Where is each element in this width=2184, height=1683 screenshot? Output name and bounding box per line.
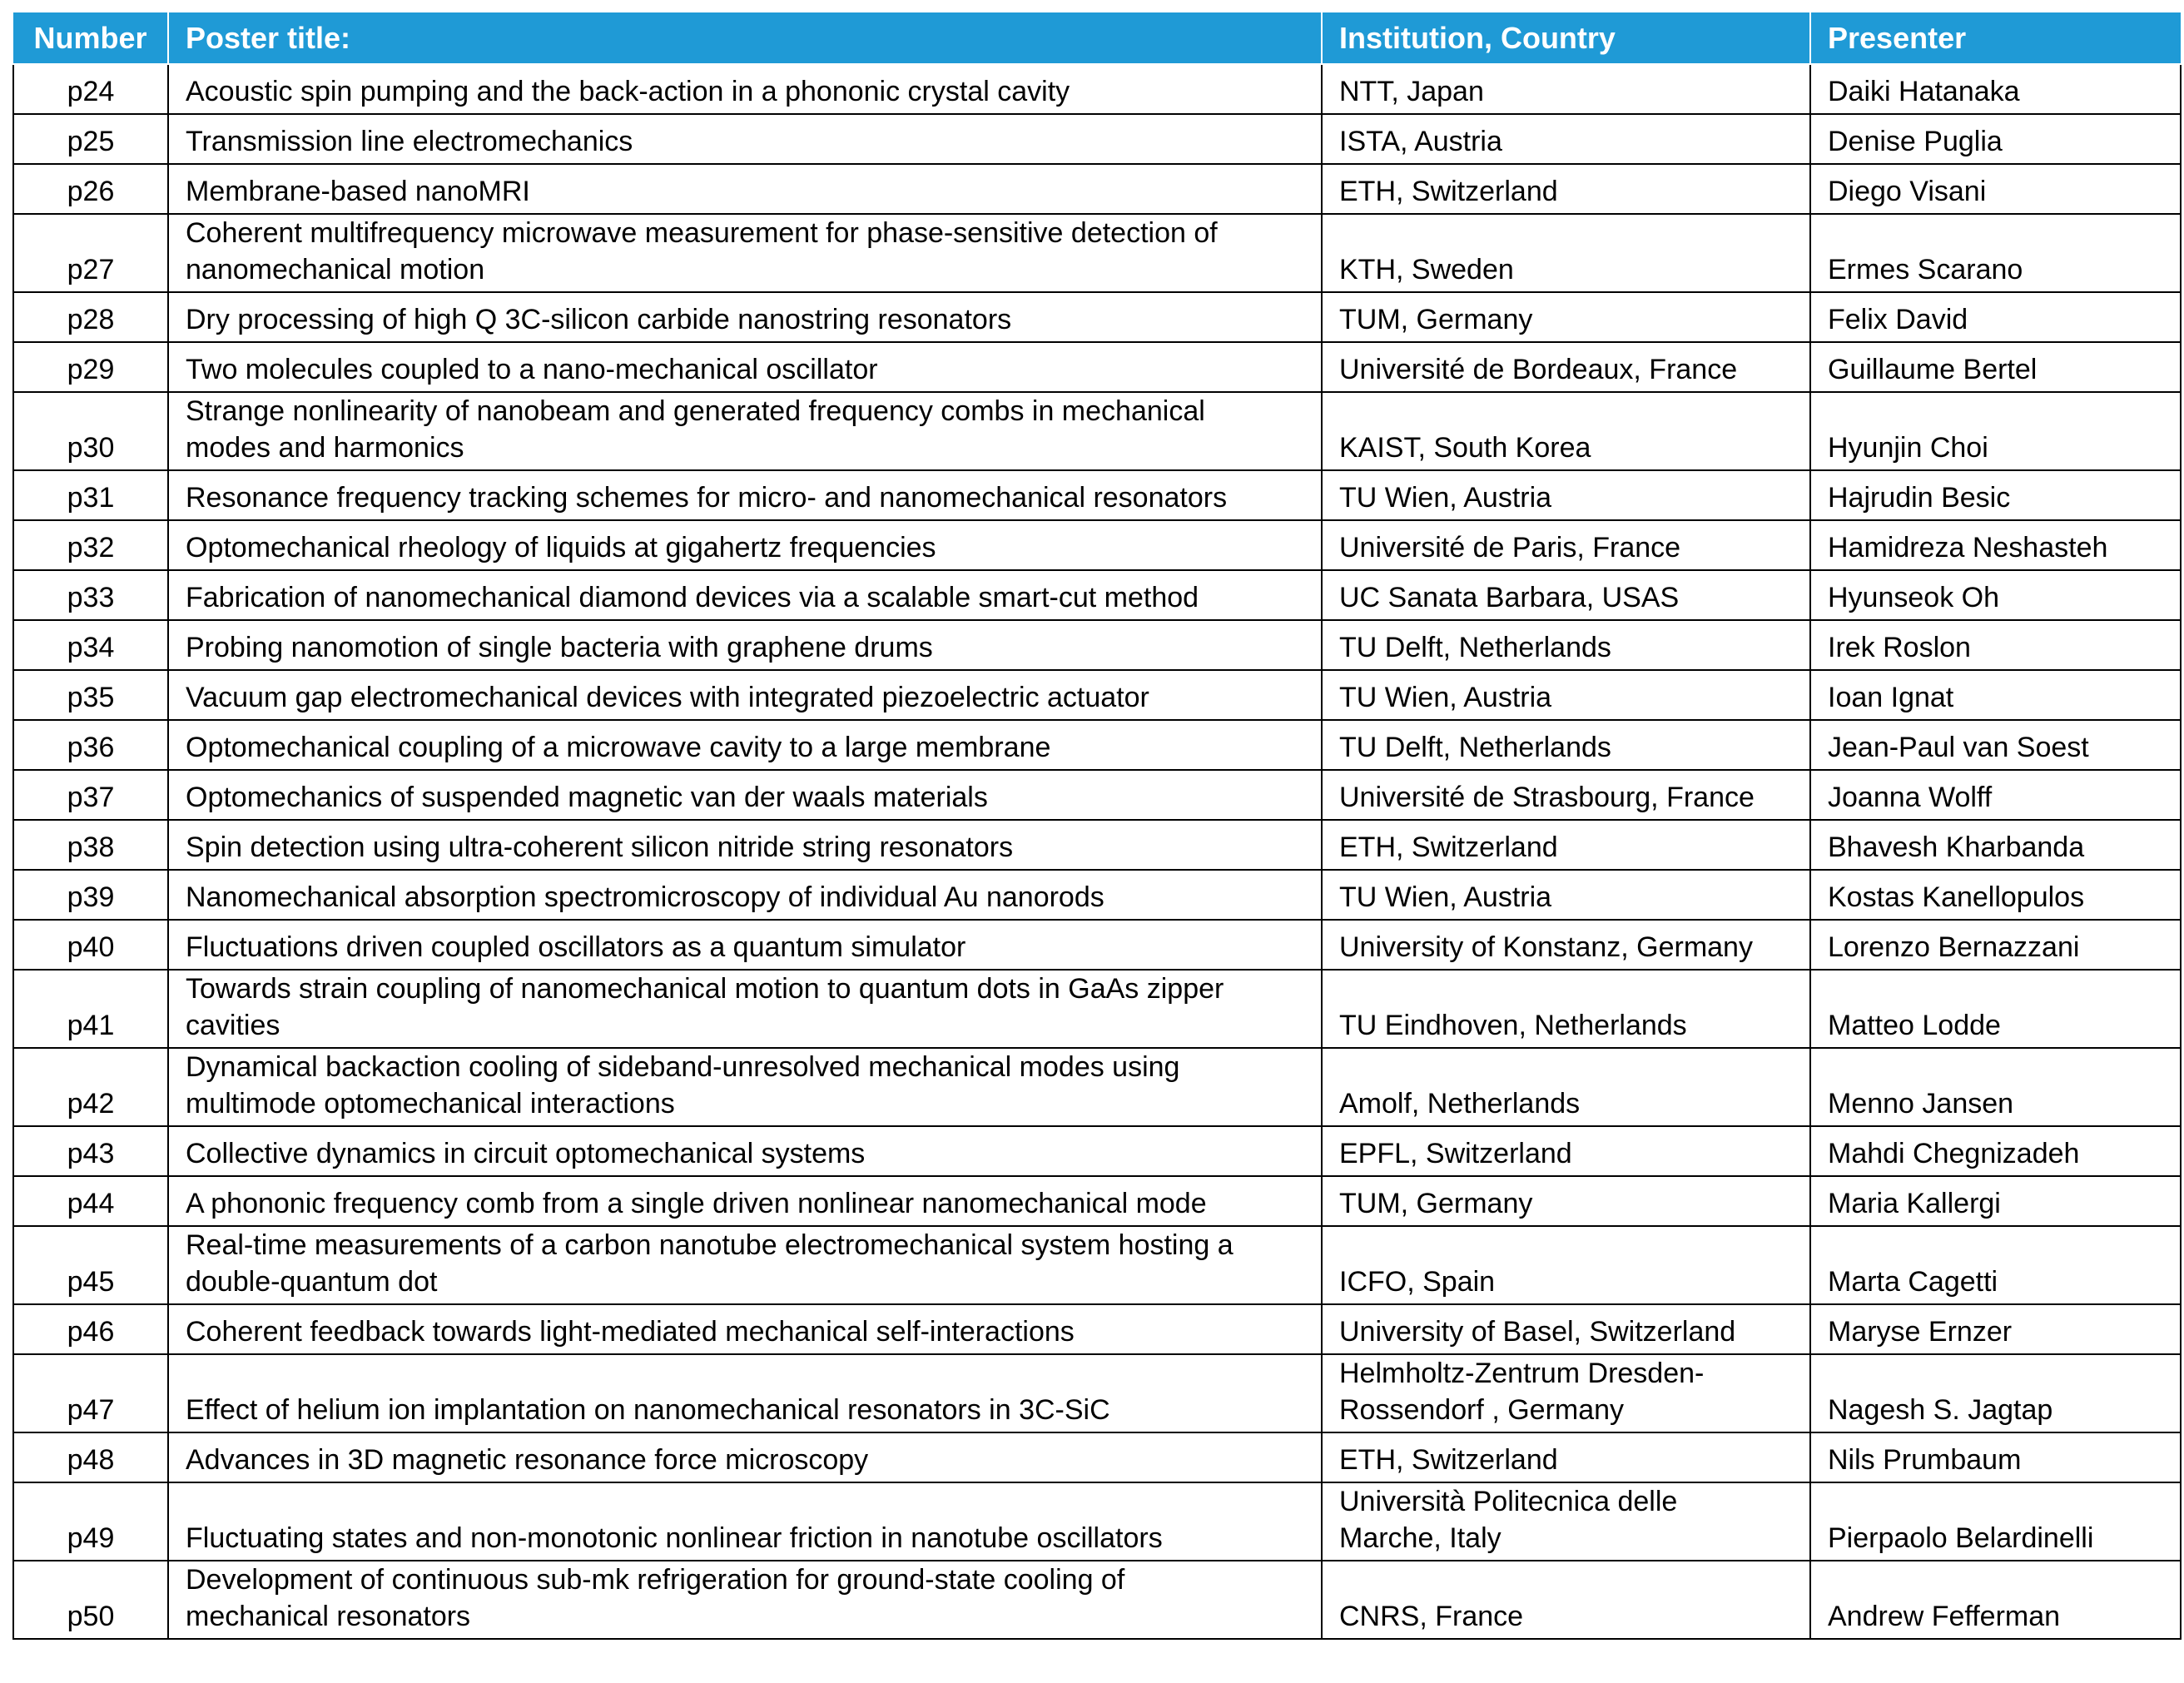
cell-institution: EPFL, Switzerland [1322,1126,1810,1176]
table-row [13,342,2181,392]
cell-number: p32 [13,520,168,570]
cell-poster-title: Advances in 3D magnetic resonance force microscopy [168,1432,1322,1482]
cell-presenter: Denise Puglia [1810,114,2181,164]
cell-poster-title: Collective dynamics in circuit optomechanical systems [168,1126,1322,1176]
cell-number: p50 [13,1561,168,1639]
cell-presenter: Kostas Kanellopulos [1810,870,2181,920]
cell-number: p45 [13,1226,168,1304]
cell-institution: ICFO, Spain [1322,1226,1810,1304]
cell-poster-title: Strange nonlinearity of nanobeam and generated frequency combs in mechanical modes and harmonics [168,392,1322,470]
cell-poster-title: Effect of helium ion implantation on nanomechanical resonators in 3C-SiC [168,1354,1322,1432]
cell-institution: University of Konstanz, Germany [1322,920,1810,970]
cell-number: p30 [13,392,168,470]
cell-number: p34 [13,620,168,670]
cell-presenter: Nils Prumbaum [1810,1432,2181,1482]
table-row [13,1354,2181,1432]
cell-presenter: Hyunjin Choi [1810,392,2181,470]
cell-presenter: Daiki Hatanaka [1810,64,2181,114]
table-row [13,1226,2181,1304]
cell-poster-title: Two molecules coupled to a nano-mechanical oscillator [168,342,1322,392]
cell-poster-title: Resonance frequency tracking schemes for micro- and nanomechanical resonators [168,470,1322,520]
cell-poster-title: Fabrication of nanomechanical diamond devices via a scalable smart-cut method [168,570,1322,620]
table-row [13,1482,2181,1561]
column-header-presenter: Presenter [1810,12,2181,64]
cell-number: p40 [13,920,168,970]
cell-number: p38 [13,820,168,870]
cell-presenter: Joanna Wolff [1810,770,2181,820]
table-row [13,1561,2181,1639]
cell-number: p44 [13,1176,168,1226]
column-header-institution: Institution, Country [1322,12,1810,64]
table-row [13,920,2181,970]
cell-presenter: Nagesh S. Jagtap [1810,1354,2181,1432]
cell-number: p47 [13,1354,168,1432]
cell-institution: KTH, Sweden [1322,214,1810,292]
cell-poster-title: Optomechanical coupling of a microwave cavity to a large membrane [168,720,1322,770]
table-row [13,770,2181,820]
cell-presenter: Maria Kallergi [1810,1176,2181,1226]
cell-institution: CNRS, France [1322,1561,1810,1639]
table-row [13,1304,2181,1354]
cell-poster-title: Fluctuations driven coupled oscillators as a quantum simulator [168,920,1322,970]
table-row [13,114,2181,164]
table-row [13,392,2181,470]
cell-institution: Università Politecnica delle Marche, Italy [1322,1482,1810,1561]
cell-number: p46 [13,1304,168,1354]
cell-presenter: Irek Roslon [1810,620,2181,670]
table-row [13,720,2181,770]
cell-number: p29 [13,342,168,392]
cell-poster-title: Membrane-based nanoMRI [168,164,1322,214]
cell-poster-title: Dynamical backaction cooling of sideband-unresolved mechanical modes using multimode optomechanical interactions [168,1048,1322,1126]
cell-presenter: Hajrudin Besic [1810,470,2181,520]
cell-poster-title: Nanomechanical absorption spectromicroscopy of individual Au nanorods [168,870,1322,920]
table-row [13,1176,2181,1226]
cell-institution: NTT, Japan [1322,64,1810,114]
cell-number: p31 [13,470,168,520]
cell-presenter: Bhavesh Kharbanda [1810,820,2181,870]
cell-institution: Université de Strasbourg, France [1322,770,1810,820]
cell-poster-title: Real-time measurements of a carbon nanotube electromechanical system hosting a double-quantum dot [168,1226,1322,1304]
cell-institution: University of Basel, Switzerland [1322,1304,1810,1354]
cell-institution: UC Sanata Barbara, USAS [1322,570,1810,620]
cell-presenter: Hamidreza Neshasteh [1810,520,2181,570]
table-row [13,292,2181,342]
cell-poster-title: Towards strain coupling of nanomechanical motion to quantum dots in GaAs zipper cavities [168,970,1322,1048]
table-row [13,1048,2181,1126]
cell-institution: Université de Paris, France [1322,520,1810,570]
cell-number: p43 [13,1126,168,1176]
cell-institution: ISTA, Austria [1322,114,1810,164]
cell-institution: Université de Bordeaux, France [1322,342,1810,392]
table-row [13,520,2181,570]
cell-institution: Helmholtz-Zentrum Dresden- Rossendorf , Germany [1322,1354,1810,1432]
cell-number: p37 [13,770,168,820]
cell-presenter: Mahdi Chegnizadeh [1810,1126,2181,1176]
table-row [13,820,2181,870]
cell-poster-title: Transmission line electromechanics [168,114,1322,164]
table-row [13,214,2181,292]
cell-institution: TUM, Germany [1322,1176,1810,1226]
cell-presenter: Ioan Ignat [1810,670,2181,720]
table-row [13,470,2181,520]
cell-presenter: Marta Cagetti [1810,1226,2181,1304]
cell-presenter: Diego Visani [1810,164,2181,214]
column-header-poster-title: Poster title: [168,12,1322,64]
cell-presenter: Ermes Scarano [1810,214,2181,292]
column-header-number: Number [13,12,168,64]
cell-poster-title: Optomechanics of suspended magnetic van der waals materials [168,770,1322,820]
cell-presenter: Felix David [1810,292,2181,342]
cell-poster-title: Spin detection using ultra-coherent silicon nitride string resonators [168,820,1322,870]
cell-poster-title: Coherent multifrequency microwave measurement for phase-sensitive detection of nanomechanical motion [168,214,1322,292]
table-body [13,64,2181,1639]
table-header-row [13,12,2181,64]
cell-number: p26 [13,164,168,214]
cell-number: p24 [13,64,168,114]
cell-institution: Amolf, Netherlands [1322,1048,1810,1126]
cell-number: p33 [13,570,168,620]
table-row [13,870,2181,920]
table-row [13,164,2181,214]
cell-institution: TU Eindhoven, Netherlands [1322,970,1810,1048]
cell-institution: TU Wien, Austria [1322,470,1810,520]
table-row [13,970,2181,1048]
cell-presenter: Jean-Paul van Soest [1810,720,2181,770]
cell-poster-title: Vacuum gap electromechanical devices with integrated piezoelectric actuator [168,670,1322,720]
cell-institution: TUM, Germany [1322,292,1810,342]
cell-institution: ETH, Switzerland [1322,1432,1810,1482]
cell-number: p39 [13,870,168,920]
table-row [13,670,2181,720]
cell-presenter: Matteo Lodde [1810,970,2181,1048]
cell-number: p25 [13,114,168,164]
poster-table [12,12,2182,1640]
table-row [13,64,2181,114]
cell-poster-title: Fluctuating states and non-monotonic nonlinear friction in nanotube oscillators [168,1482,1322,1561]
cell-poster-title: Development of continuous sub-mk refrigeration for ground-state cooling of mechanical resonators [168,1561,1322,1639]
cell-number: p49 [13,1482,168,1561]
cell-number: p36 [13,720,168,770]
cell-number: p27 [13,214,168,292]
cell-poster-title: A phononic frequency comb from a single driven nonlinear nanomechanical mode [168,1176,1322,1226]
cell-presenter: Maryse Ernzer [1810,1304,2181,1354]
cell-institution: ETH, Switzerland [1322,164,1810,214]
table-row [13,570,2181,620]
cell-presenter: Menno Jansen [1810,1048,2181,1126]
poster-table-container [12,12,2180,1640]
cell-poster-title: Optomechanical rheology of liquids at gigahertz frequencies [168,520,1322,570]
cell-poster-title: Acoustic spin pumping and the back-action in a phononic crystal cavity [168,64,1322,114]
cell-number: p48 [13,1432,168,1482]
cell-presenter: Andrew Fefferman [1810,1561,2181,1639]
cell-presenter: Lorenzo Bernazzani [1810,920,2181,970]
cell-presenter: Hyunseok Oh [1810,570,2181,620]
cell-institution: TU Wien, Austria [1322,870,1810,920]
table-row [13,620,2181,670]
cell-institution: ETH, Switzerland [1322,820,1810,870]
cell-number: p42 [13,1048,168,1126]
cell-number: p28 [13,292,168,342]
cell-poster-title: Probing nanomotion of single bacteria with graphene drums [168,620,1322,670]
cell-poster-title: Coherent feedback towards light-mediated mechanical self-interactions [168,1304,1322,1354]
cell-number: p41 [13,970,168,1048]
table-row [13,1126,2181,1176]
cell-presenter: Pierpaolo Belardinelli [1810,1482,2181,1561]
cell-institution: TU Delft, Netherlands [1322,620,1810,670]
cell-presenter: Guillaume Bertel [1810,342,2181,392]
cell-poster-title: Dry processing of high Q 3C-silicon carbide nanostring resonators [168,292,1322,342]
cell-number: p35 [13,670,168,720]
cell-institution: KAIST, South Korea [1322,392,1810,470]
cell-institution: TU Delft, Netherlands [1322,720,1810,770]
cell-institution: TU Wien, Austria [1322,670,1810,720]
table-row [13,1432,2181,1482]
